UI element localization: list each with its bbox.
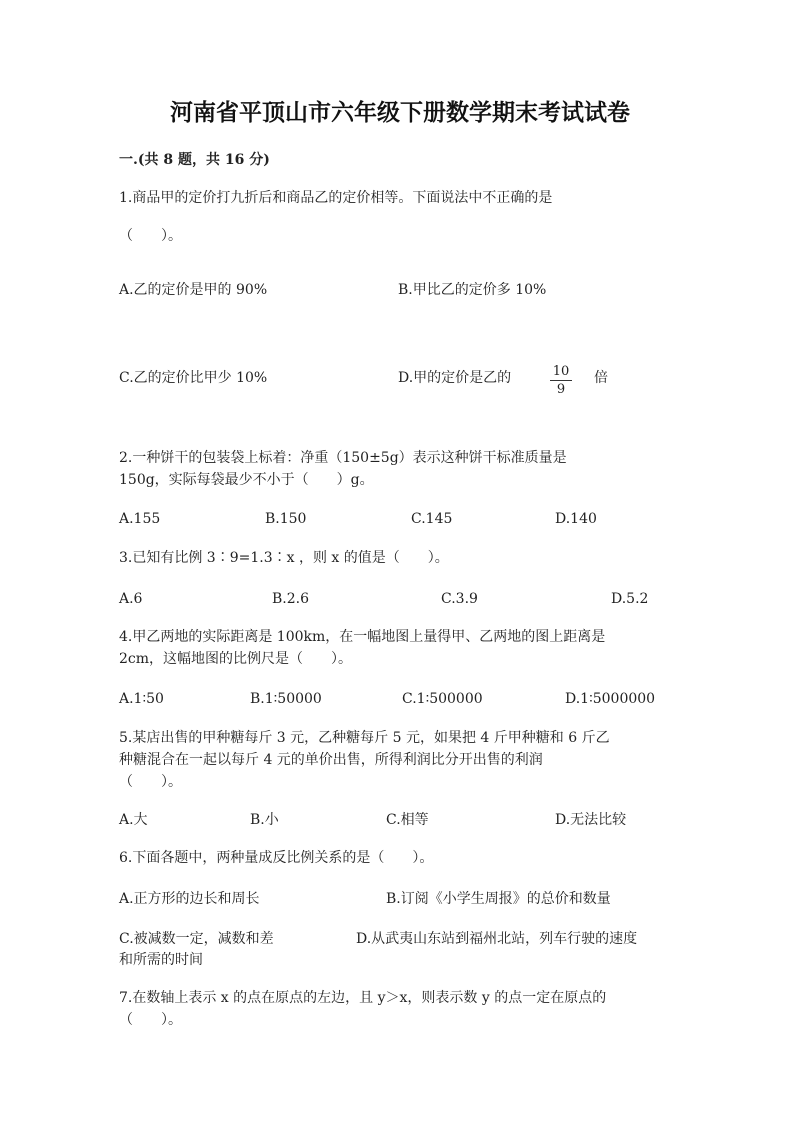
question-4-stem-line-1: 4.甲乙两地的实际距离是 100km，在一幅地图上量得甲、乙两地的图上距离是 — [119, 629, 606, 645]
question-5-option-d: D.无法比较 — [555, 812, 627, 828]
question-1-stem-line-1: 1.商品甲的定价打九折后和商品乙的定价相等。下面说法中不正确的是 — [119, 190, 553, 206]
question-6-option-c: C.被减数一定，减数和差 — [119, 931, 274, 947]
question-5-option-b: B.小 — [250, 812, 279, 828]
question-3-option-a: A.6 — [119, 591, 143, 607]
question-5-option-a: A.大 — [119, 812, 148, 828]
question-5-option-c: C.相等 — [386, 812, 429, 828]
question-2-stem-line-2: 150g，实际每袋最少不小于（ ）g。 — [119, 472, 374, 488]
question-1-option-a: A.乙的定价是甲的 90% — [119, 282, 268, 298]
question-3-option-c: C.3.9 — [441, 591, 478, 607]
question-4-stem-line-2: 2cm，这幅地图的比例尺是（ ）。 — [119, 651, 353, 667]
question-1-option-c: C.乙的定价比甲少 10% — [119, 370, 268, 386]
question-6-option-b: B.订阅《小学生周报》的总价和数量 — [386, 891, 611, 907]
fraction-ten-ninths — [550, 364, 572, 397]
question-1-stem-line-2: （ ）。 — [119, 228, 182, 244]
question-1-option-b: B.甲比乙的定价多 10% — [398, 282, 547, 298]
question-3-stem-line-1: 3.已知有比例 3∶9=1.3∶x ，则 x 的值是（ ）。 — [119, 550, 449, 566]
question-1-option-d: D.甲的定价是乙的 — [398, 370, 512, 386]
question-4-option-a: A.1∶50 — [119, 691, 164, 707]
question-6-stem-line-1: 6.下面各题中，两种量成反比例关系的是（ ）。 — [119, 850, 434, 866]
question-3-option-d: D.5.2 — [611, 591, 649, 607]
question-2-option-c: C.145 — [411, 511, 453, 527]
question-5-stem-line-3: （ ）。 — [119, 774, 182, 790]
fraction-denominator: 9 — [556, 382, 566, 397]
question-7-stem-line-1: 7.在数轴上表示 x 的点在原点的左边，且 y＞x，则表示数 y 的点一定在原点的 — [119, 990, 607, 1006]
section-heading: 一.(共 8 题，共 16 分) — [119, 152, 270, 168]
question-3-option-b: B.2.6 — [272, 591, 310, 607]
question-6-option-d-continuation: 和所需的时间 — [119, 952, 203, 968]
question-2-option-d: D.140 — [555, 511, 597, 527]
page-title: 河南省平顶山市六年级下册数学期末考试试卷 — [170, 99, 630, 126]
question-6-option-d: D.从武夷山东站到福州北站，列车行驶的速度 — [356, 931, 638, 947]
question-4-option-d: D.1∶5000000 — [565, 691, 656, 707]
question-4-option-c: C.1∶500000 — [402, 691, 483, 707]
question-4-option-b: B.1∶50000 — [250, 691, 322, 707]
fraction-numerator: 10 — [552, 364, 570, 379]
question-1-option-d-suffix: 倍 — [594, 370, 608, 386]
question-2-option-b: B.150 — [265, 511, 307, 527]
question-5-stem-line-1: 5.某店出售的甲种糖每斤 3 元，乙种糖每斤 5 元，如果把 4 斤甲种糖和 6 斤乙 — [119, 730, 610, 746]
question-7-stem-line-2: （ ）。 — [119, 1012, 182, 1028]
question-2-stem-line-1: 2.一种饼干的包装袋上标着：净重（150±5g）表示这种饼干标准质量是 — [119, 450, 567, 466]
question-6-option-a: A.正方形的边长和周长 — [119, 891, 260, 907]
question-2-option-a: A.155 — [119, 511, 161, 527]
question-5-stem-line-2: 种糖混合在一起以每斤 4 元的单价出售，所得利润比分开出售的利润 — [119, 752, 543, 768]
